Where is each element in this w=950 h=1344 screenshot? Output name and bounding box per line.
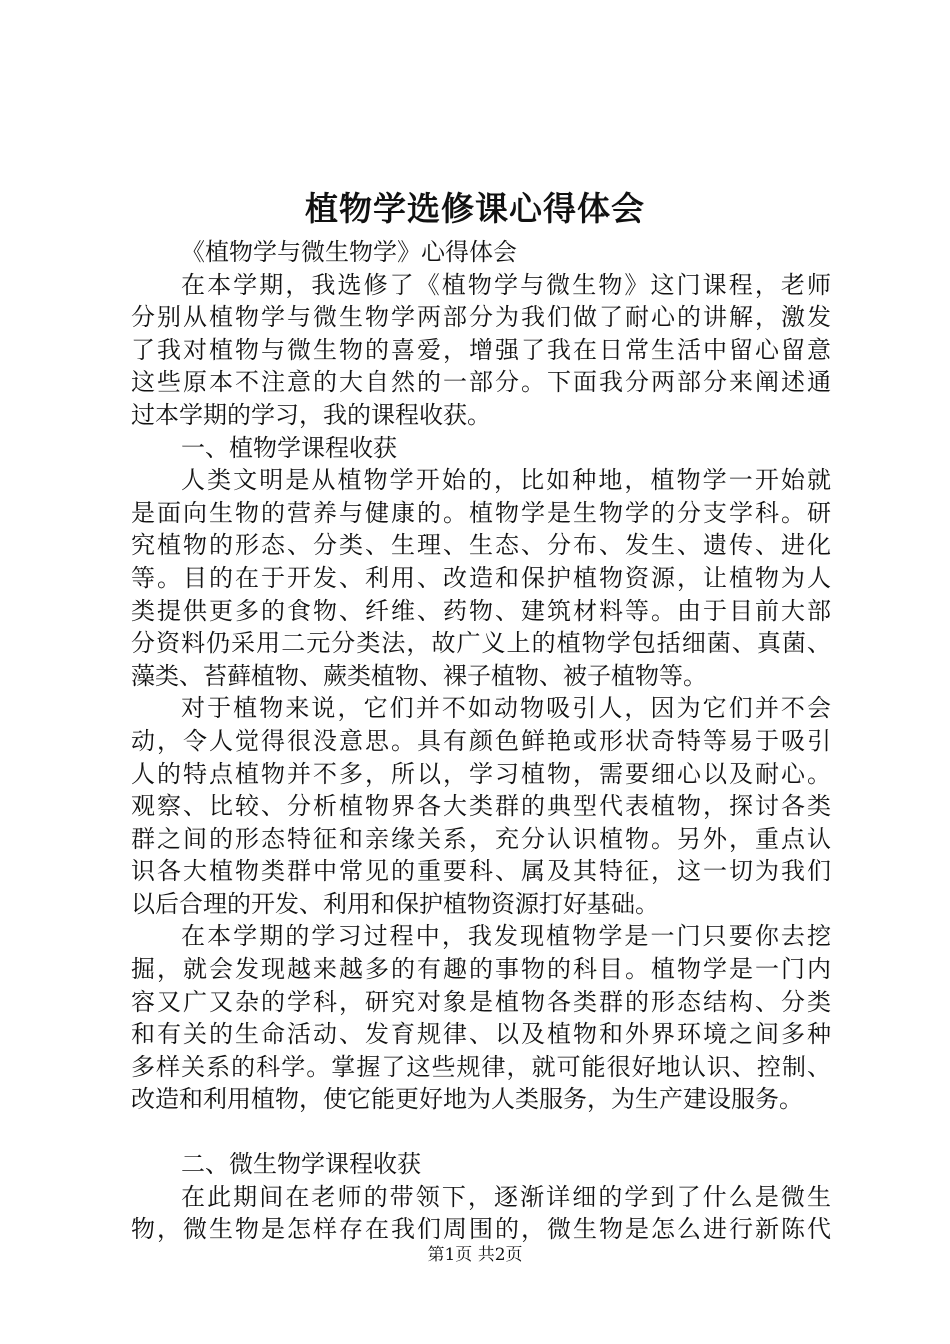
paragraph-line: 人的特点植物并不多，所以，学习植物，需要细心以及耐心。 [131, 759, 831, 788]
paragraph-line: 观察、比较、分析植物界各大类群的典型代表植物，探讨各类 [131, 792, 831, 821]
paragraph-line: 究植物的形态、分类、生理、生态、分布、发生、遗传、进化 [131, 531, 831, 560]
blank-line [131, 1116, 831, 1148]
paragraph-line: 这些原本不注意的大自然的一部分。下面我分两部分来阐述通 [131, 368, 831, 397]
paragraph-line: 在此期间在老师的带领下，逐渐详细的学到了什么是微生 [181, 1182, 831, 1211]
page-footer: 第1页 共2页 [427, 1245, 523, 1265]
paragraph-line: 在本学期，我选修了《植物学与微生物》这门课程，老师 [181, 270, 831, 299]
paragraph-line: 改造和利用植物，使它能更好地为人类服务，为生产建设服务。 [131, 1085, 803, 1114]
paragraph-line: 以后合理的开发、利用和保护植物资源打好基础。 [131, 889, 659, 918]
paragraph-line: 过本学期的学习，我的课程收获。 [131, 400, 491, 429]
section-heading-microbiology: 二、微生物学课程收获 [181, 1150, 421, 1179]
paragraph-line: 掘，就会发现越来越多的有趣的事物的科目。植物学是一门内 [131, 955, 831, 984]
subtitle: 《植物学与微生物学》心得体会 [181, 238, 517, 266]
paragraph-line: 对于植物来说，它们并不如动物吸引人，因为它们并不会 [181, 694, 831, 723]
paragraph-line: 等。目的在于开发、利用、改造和保护植物资源，让植物为人 [131, 563, 831, 592]
paragraph-line: 藻类、苔藓植物、蕨类植物、裸子植物、被子植物等。 [131, 661, 707, 690]
paragraph-line: 人类文明是从植物学开始的，比如种地，植物学一开始就 [181, 466, 831, 495]
paragraph-line: 识各大植物类群中常见的重要科、属及其特征，这一切为我们 [131, 857, 831, 886]
paragraph-line: 动，令人觉得很没意思。具有颜色鲜艳或形状奇特等易于吸引 [131, 726, 831, 755]
paragraph-line: 分别从植物学与微生物学两部分为我们做了耐心的讲解，激发 [131, 303, 831, 332]
section-heading-botany: 一、植物学课程收获 [181, 433, 397, 462]
page-title: 植物学选修课心得体会 [305, 189, 645, 228]
paragraph-line: 了我对植物与微生物的喜爱，增强了我在日常生活中留心留意 [131, 335, 831, 364]
paragraph-line: 和有关的生命活动、发育规律、以及植物和外界环境之间多种 [131, 1020, 831, 1049]
paragraph-line: 在本学期的学习过程中，我发现植物学是一门只要你去挖 [181, 922, 831, 951]
document-body [131, 236, 831, 1246]
paragraph-line: 物，微生物是怎样存在我们周围的，微生物是怎么进行新陈代 [131, 1215, 831, 1244]
paragraph-line: 容又广又杂的学科，研究对象是植物各类群的形态结构、分类 [131, 987, 831, 1016]
paragraph-line: 类提供更多的食物、纤维、药物、建筑材料等。由于目前大部 [131, 596, 831, 625]
paragraph-line: 分资料仍采用二元分类法，故广义上的植物学包括细菌、真菌、 [131, 629, 831, 658]
paragraph-line: 多样关系的科学。掌握了这些规律，就可能很好地认识、控制、 [131, 1052, 831, 1081]
paragraph-line: 是面向生物的营养与健康的。植物学是生物学的分支学科。研 [131, 498, 831, 527]
paragraph-line: 群之间的形态特征和亲缘关系，充分认识植物。另外，重点认 [131, 824, 831, 853]
